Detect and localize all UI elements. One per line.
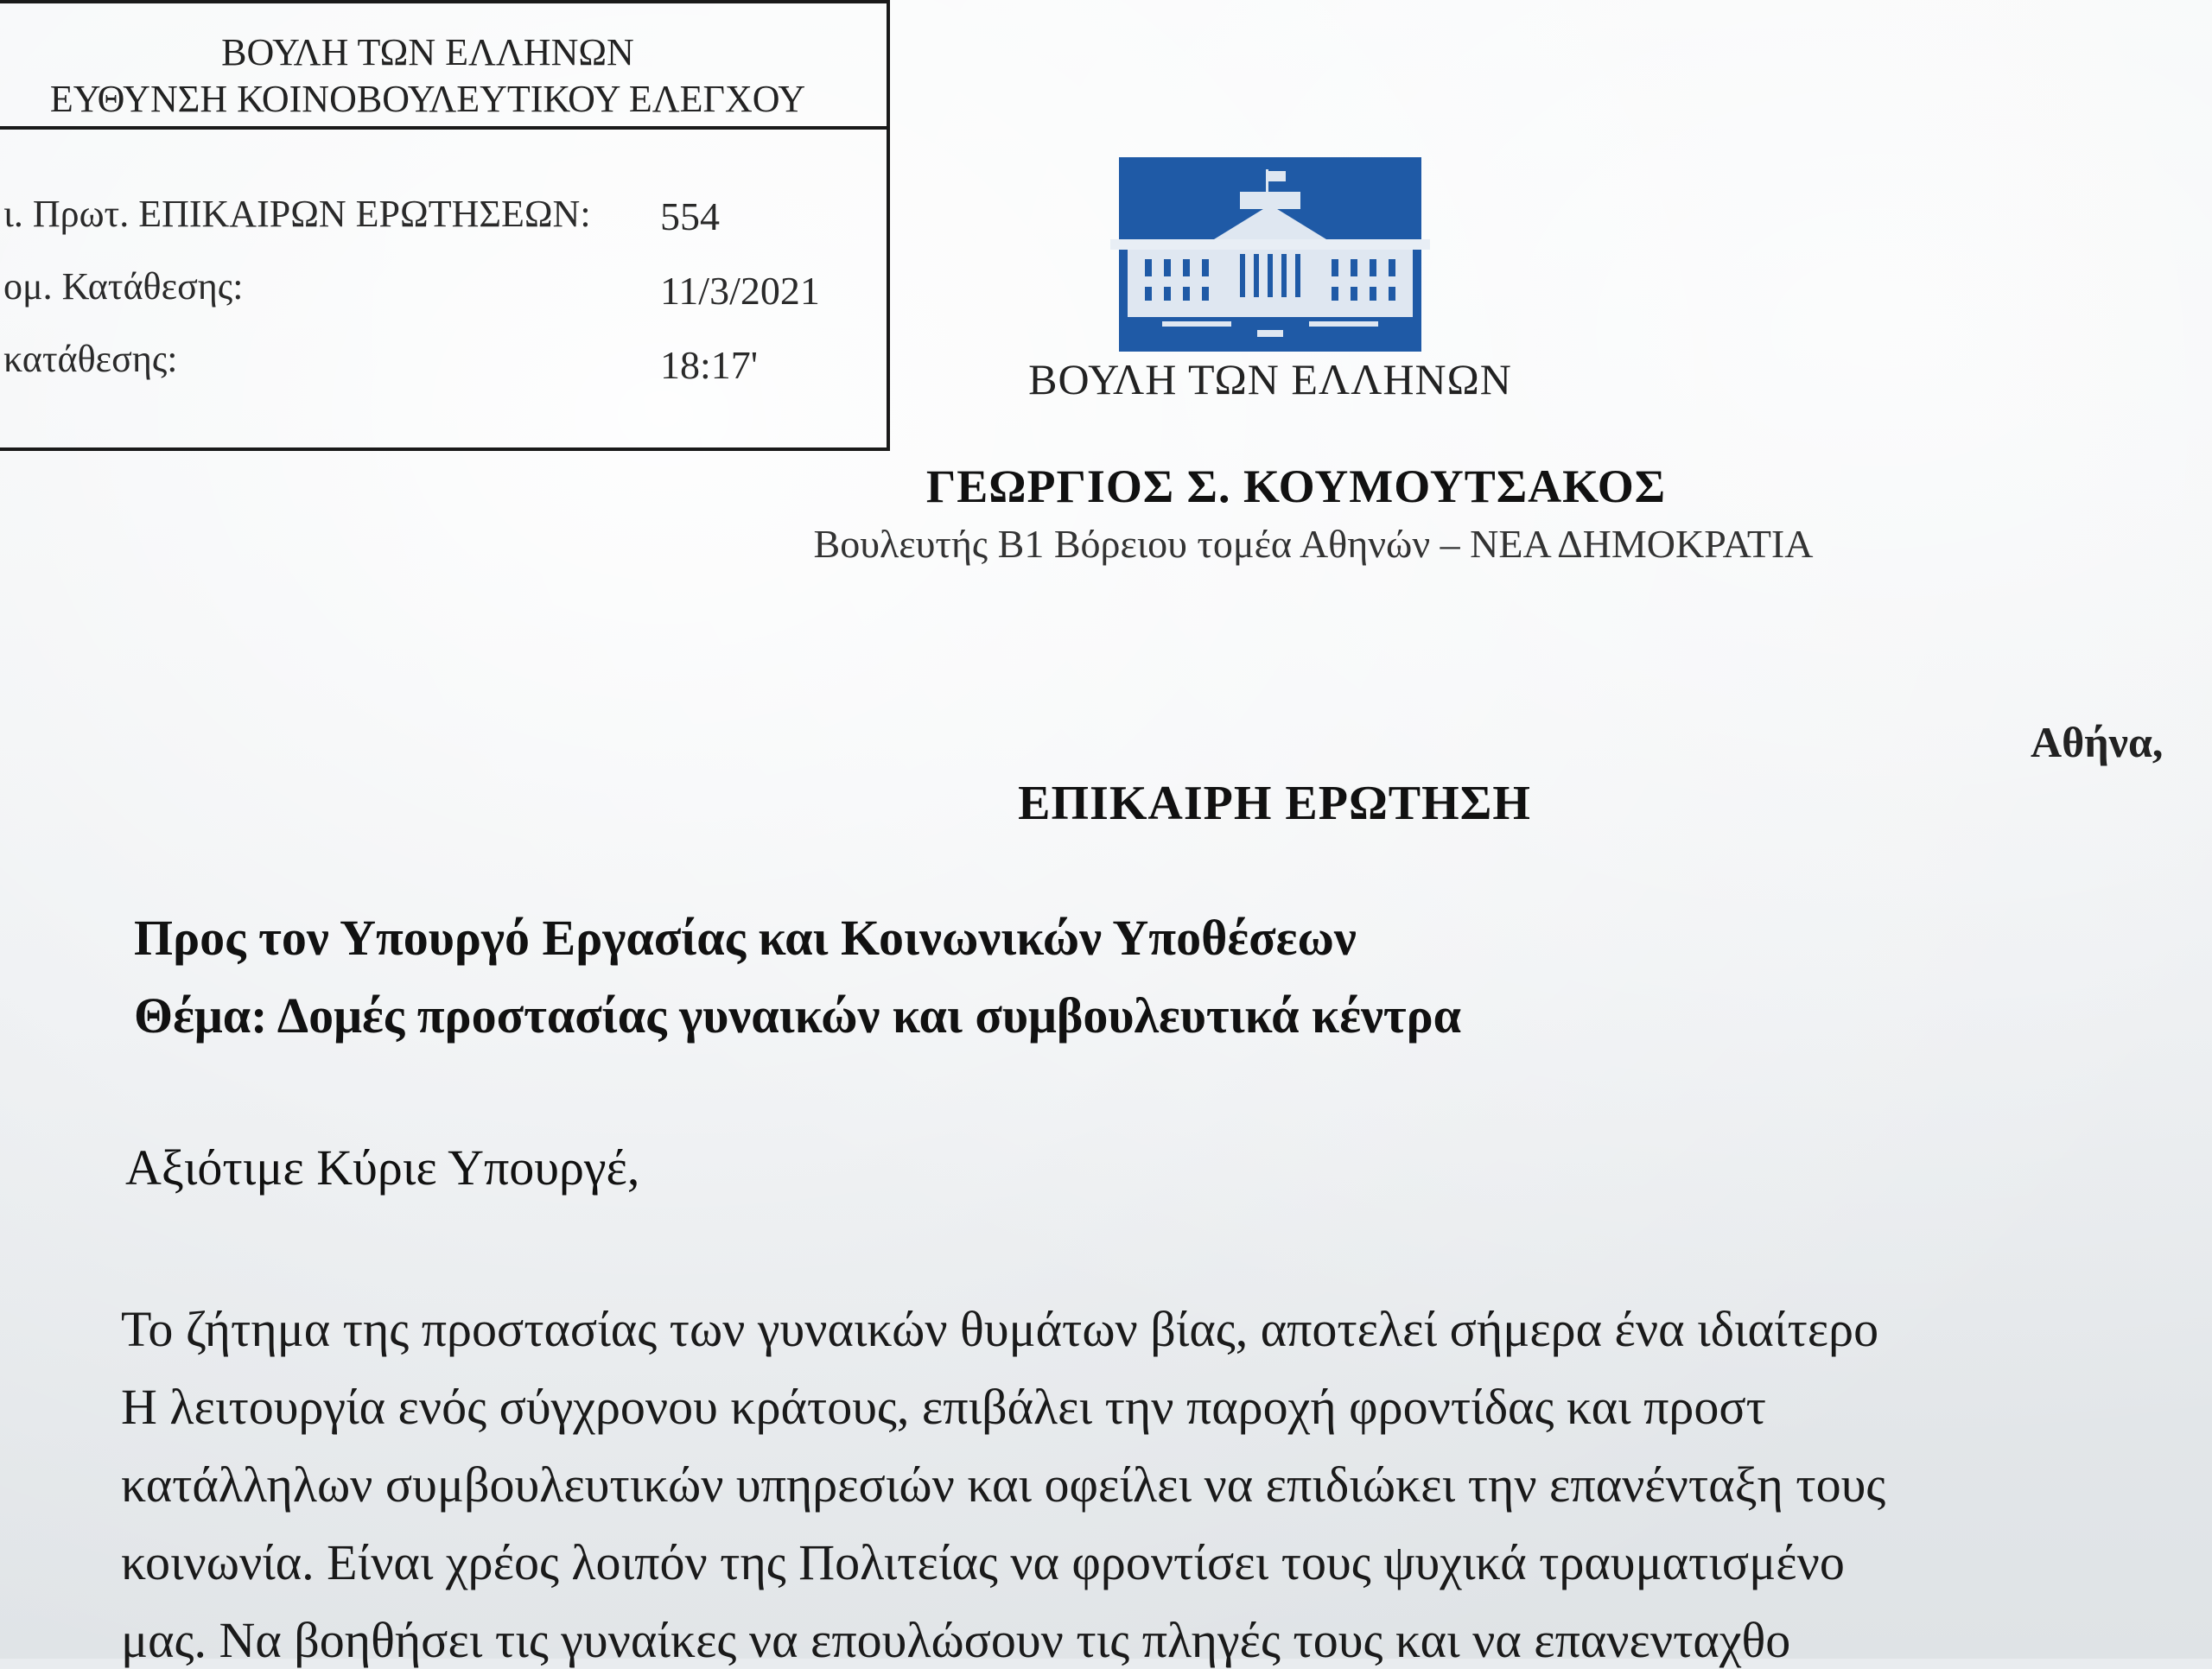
protocol-box [0,0,890,451]
body-line: Το ζήτημα της προστασίας των γυναικών θυμάτων βίας, αποτελεί σήμερα ένα ιδιαίτερο [121,1301,1879,1357]
protocol-number-value: 554 [660,194,720,238]
body-line: κοινωνία. Είναι χρέος λοιπόν της Πολιτείας να φροντίσει τους ψυχικά τραυματισμένο [121,1534,1845,1590]
emblem-caption: ΒΟΥΛΗ ΤΩΝ ΕΛΛΗΝΩΝ [1028,355,1512,403]
protocol-header-line1: ΒΟΥΛΗ ΤΩΝ ΕΛΛΗΝΩΝ [221,31,634,73]
submission-time-value: 18:17' [660,343,759,387]
submission-date-label: ομ. Κατάθεσης: [3,265,244,308]
mp-name: ΓΕΩΡΓΙΟΣ Σ. ΚΟΥΜΟΥΤΣΑΚΟΣ [925,460,1667,512]
body-line: Η λειτουργία ενός σύγχρονου κράτους, επιβάλει την παροχή φροντίδας και προστ [121,1379,1766,1435]
body-line: κατάλληλων συμβουλευτικών υπηρεσιών και οφείλει να επιδιώκει την επανένταξη τους [121,1456,1886,1513]
protocol-header-line2: ΕΥΘΥΝΣΗ ΚΟΙΝΟΒΟΥΛΕΥΤΙΚΟΥ ΕΛΕΓΧΟΥ [49,78,806,120]
mp-role: Βουλευτής Β1 Βόρειου τομέα Αθηνών – ΝΕΑ ΔΗΜΟΚΡΑΤΙΑ [813,522,1814,566]
greeting: Αξιότιμε Κύριε Υπουργέ, [125,1139,640,1196]
subject-line: Θέμα: Δομές προστασίας γυναικών και συμβουλευτικά κέντρα [134,987,1462,1044]
document-type-title: ΕΠΙΚΑΙΡΗ ΕΡΩΤΗΣΗ [1018,777,1531,830]
recipient-line: Προς τον Υπουργό Εργασίας και Κοινωνικών Υποθέσεων [134,910,1357,966]
body-line: μας. Να βοηθήσει τις γυναίκες να επουλώσουν τις πληγές τους και να επανενταχθο [121,1612,1791,1668]
parliament-emblem-icon [1110,157,1430,352]
city-date: Αθήνα, [2031,718,2164,766]
protocol-box-header [0,3,887,130]
submission-date-value: 11/3/2021 [660,269,820,313]
protocol-number-label: ι. Πρωτ. ΕΠΙΚΑΙΡΩΝ ΕΡΩΤΗΣΕΩΝ: [3,193,591,235]
submission-time-label: κατάθεσης: [3,338,178,380]
